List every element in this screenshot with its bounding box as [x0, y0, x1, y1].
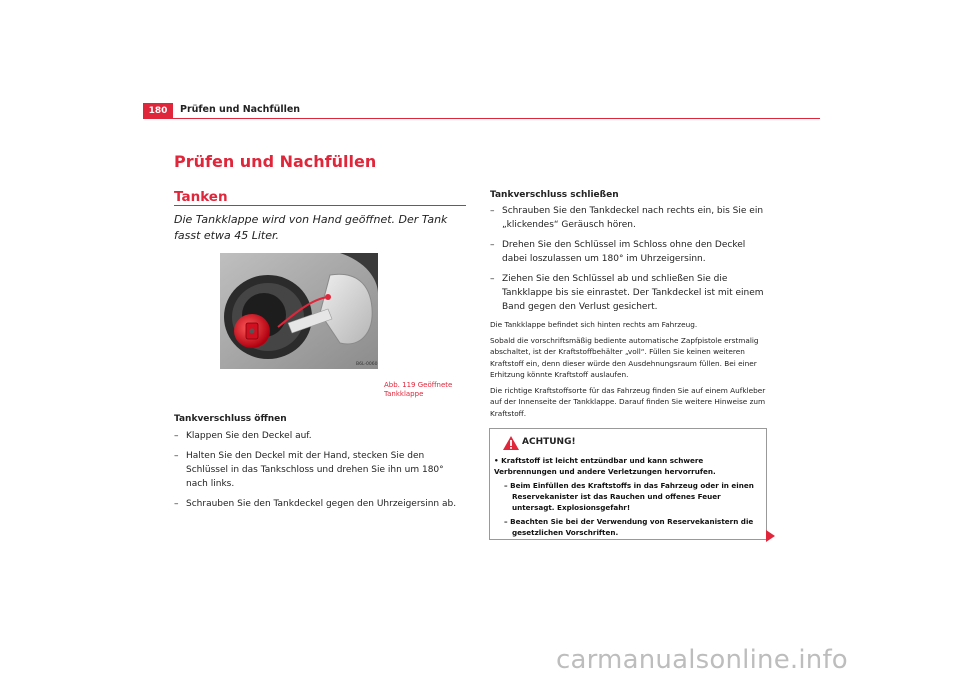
close-step-text: Drehen Sie den Schlüssel im Schloss ohne den Deckel dabei loszulassen um 180° im Uhrzeigersinn. [502, 240, 746, 264]
close-step [490, 204, 768, 232]
close-step-text: Schrauben Sie den Tankdeckel nach rechts ein, bis Sie ein „klickendes“ Geräusch hören. [502, 206, 764, 230]
figure-code: B6L-0060 [356, 362, 378, 367]
notes [490, 319, 768, 423]
watermark: carmanualsonline.info [556, 645, 848, 675]
warning-box [489, 428, 767, 540]
bullet: • [494, 456, 499, 465]
note-paragraph: Die richtige Kraftstoffsorte für das Fahrzeug finden Sie auf einem Aufkleber auf der Innenseite der Tankklappe. Darauf finden Sie weitere Hinweise zum Kraftstoff. [490, 385, 766, 418]
step-dash: – [490, 274, 495, 284]
step-dash: – [174, 499, 179, 509]
step-dash: – [490, 240, 495, 250]
open-step-text: Halten Sie den Deckel mit der Hand, stecken Sie den Schlüssel in das Tankschloss und drehen Sie ihn um 180° nach links. [186, 451, 444, 489]
note-paragraph: Sobald die vorschriftsmäßig bediente automatische Zapfpistole erstmalig abschaltet, ist der Kraftstoffbehälter „voll“. Füllen Sie keinen weiteren Kraftstoff ein, denn dieser würde den Ausdehnungsraum füllen. Bei einer Erhitzung könnte Kraftstoff auslaufen. [490, 335, 759, 379]
page-number: 180 [143, 103, 173, 119]
open-step [174, 429, 468, 443]
section-title: Tanken [174, 189, 228, 205]
close-step [490, 272, 768, 314]
warning-main [494, 455, 762, 477]
close-step [490, 238, 768, 266]
warning-title: ACHTUNG! [522, 437, 576, 447]
warning-main-text: Kraftstoff ist leicht entzündbar und kann schwere Verbrennungen und andere Verletzungen hervorrufen. [494, 456, 716, 476]
open-procedure-heading: Tankverschluss öffnen [174, 414, 287, 424]
warning-sub-text: Beachten Sie bei der Verwendung von Reservekanistern die gesetzlichen Vorschriften. [510, 517, 754, 537]
step-dash: – [490, 206, 495, 216]
fuel-flap-illustration [220, 253, 378, 369]
open-step [174, 497, 468, 511]
header-rule [143, 118, 820, 119]
warning-text [494, 455, 762, 541]
section-intro: Die Tankklappe wird von Hand geöffnet. Der Tank fasst etwa 45 Liter. [174, 213, 448, 242]
warning-sub-item [494, 480, 762, 513]
warning-triangle-icon [502, 435, 520, 451]
chapter-title: Prüfen und Nachfüllen [174, 152, 377, 171]
running-header: Prüfen und Nachfüllen [180, 104, 301, 115]
open-procedure-steps [174, 429, 468, 517]
figure-caption [384, 381, 464, 399]
warning-sub-item [494, 516, 762, 538]
note-paragraph: Die Tankklappe befindet sich hinten rechts am Fahrzeug. [490, 320, 698, 329]
step-dash: – [174, 431, 179, 441]
step-dash: – [504, 517, 508, 526]
continue-arrow-icon [766, 530, 775, 542]
step-dash: – [504, 481, 508, 490]
close-procedure-steps [490, 204, 768, 320]
figure-caption-line2: Tankklappe [384, 390, 424, 398]
step-dash: – [174, 451, 179, 461]
close-step-text: Ziehen Sie den Schlüssel ab und schließen Sie die Tankklappe bis sie einrastet. Der Tankdeckel ist mit einem Band gegen den Verlust gesichert. [502, 274, 764, 312]
close-procedure-heading: Tankverschluss schließen [490, 190, 619, 200]
open-step-text: Klappen Sie den Deckel auf. [186, 431, 312, 441]
figure-caption-line1: Abb. 119 Geöffnete [384, 381, 453, 389]
section-rule [174, 205, 466, 206]
fuel-flap-figure [220, 253, 378, 369]
warning-sub-text: Beim Einfüllen des Kraftstoffs in das Fahrzeug oder in einen Reservekanister ist das Rauchen und offenes Feuer untersagt. Explosionsgefahr! [510, 481, 754, 512]
open-step [174, 449, 468, 491]
open-step-text: Schrauben Sie den Tankdeckel gegen den Uhrzeigersinn ab. [186, 499, 457, 509]
